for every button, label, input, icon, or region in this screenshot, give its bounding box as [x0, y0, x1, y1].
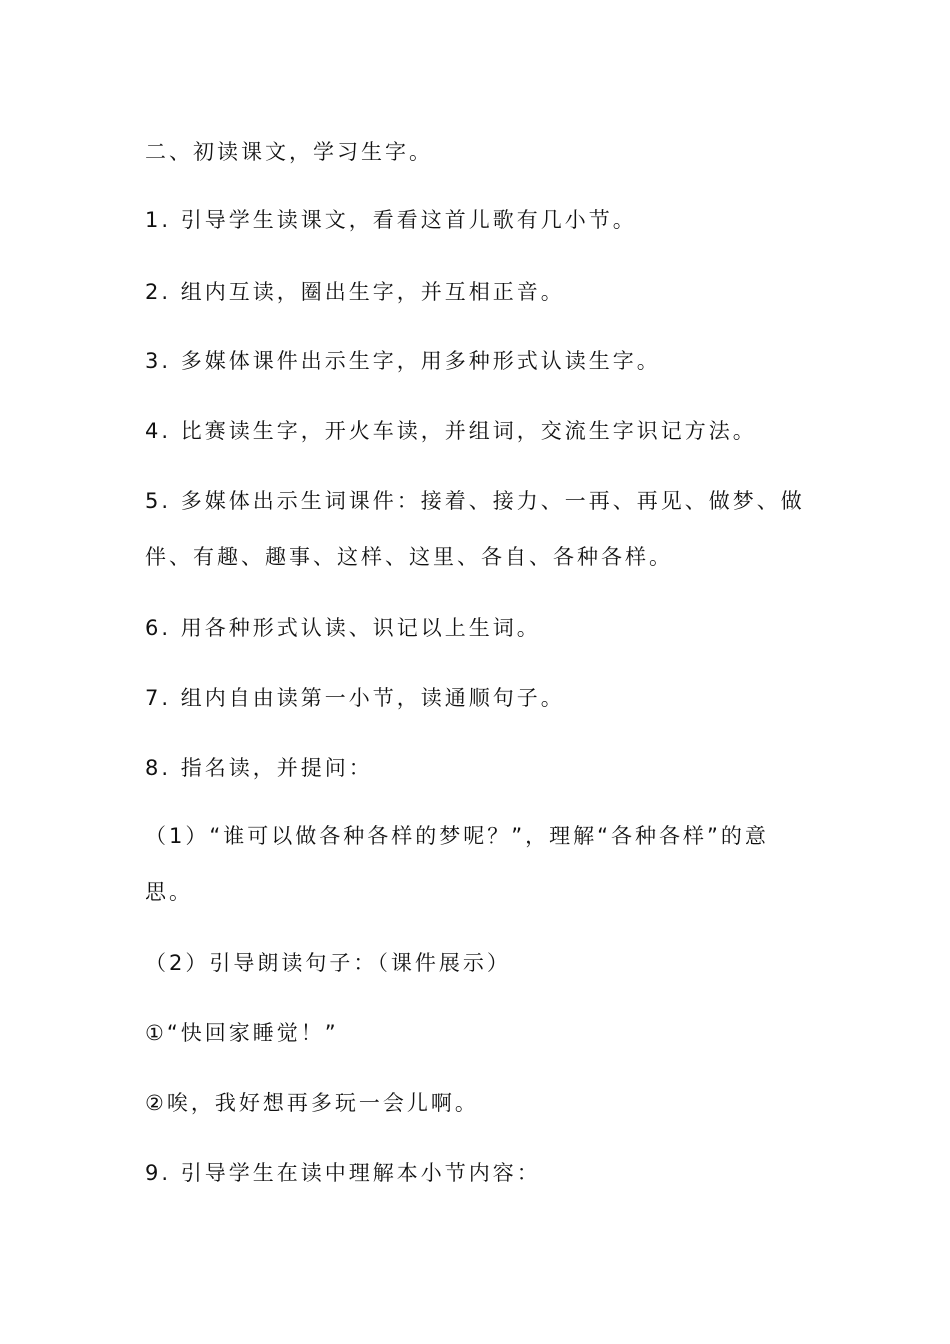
section-heading: 二、初读课文，学习生字。 — [145, 140, 433, 164]
step-3-text: 3. 多媒体课件出示生字，用多种形式认读生字。 — [145, 349, 661, 373]
step-5-text-line-2: 伴、有趣、趣事、这样、这里、各自、各种各样。 — [145, 545, 673, 569]
sub-item-1-line-2: 思。 — [145, 880, 193, 904]
step-5-text-line-1: 5. 多媒体出示生词课件：接着、接力、一再、再见、做梦、做 — [145, 489, 805, 513]
step-4-text: 4. 比赛读生字，开火车读，并组词，交流生字识记方法。 — [145, 419, 757, 443]
sub-item-2-text: （2）引导朗读句子：（课件展示） — [145, 951, 511, 975]
step-1-text: 1. 引导学生读课文，看看这首儿歌有几小节。 — [145, 208, 637, 232]
sub-item-1-line-1: （1）“谁可以做各种各样的梦呢？”，理解“各种各样”的意 — [145, 824, 769, 848]
sentence-1-text: ①“快回家睡觉！” — [145, 1021, 339, 1045]
step-2-text: 2. 组内互读，圈出生字，并互相正音。 — [145, 280, 565, 304]
step-8-text: 8. 指名读，并提问： — [145, 756, 373, 780]
step-6-text: 6. 用各种形式认读、识记以上生词。 — [145, 616, 541, 640]
step-7-text: 7. 组内自由读第一小节，读通顺句子。 — [145, 686, 565, 710]
step-9-text: 9. 引导学生在读中理解本小节内容： — [145, 1161, 541, 1185]
sentence-2-text: ②唉，我好想再多玩一会儿啊。 — [145, 1091, 479, 1115]
